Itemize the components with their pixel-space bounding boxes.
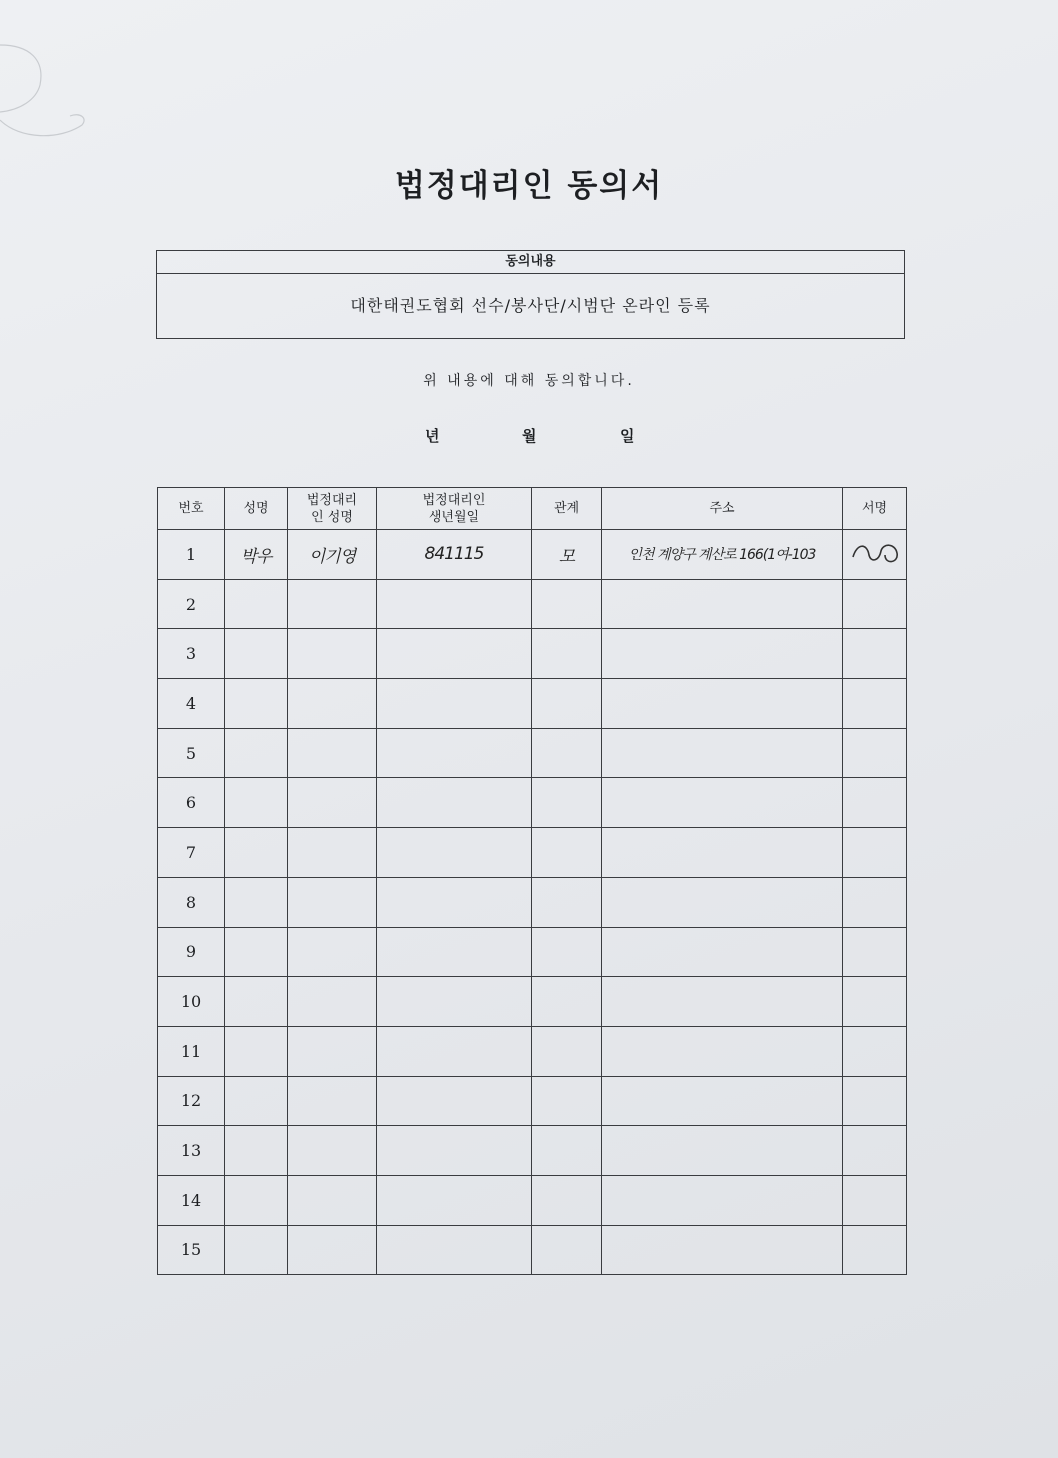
row-guardian-birth xyxy=(377,728,532,778)
row-address xyxy=(602,629,843,679)
row-relation xyxy=(532,778,602,828)
row-guardian-birth xyxy=(377,927,532,977)
row-address xyxy=(602,1126,843,1176)
row-signature xyxy=(843,927,907,977)
row-guardian-name xyxy=(288,1026,377,1076)
document-title: 법정대리인 동의서 xyxy=(394,168,664,204)
row-number: 5 xyxy=(158,728,225,778)
row-guardian-birth xyxy=(377,530,532,580)
row-guardian-name xyxy=(288,728,377,778)
table-row xyxy=(158,828,907,878)
row-name xyxy=(225,1225,288,1275)
header-relation: 관계 xyxy=(532,488,602,530)
consent-box xyxy=(156,250,905,339)
row-name xyxy=(225,728,288,778)
handwritten-relation: 모 xyxy=(558,546,575,567)
row-signature xyxy=(843,977,907,1027)
row-address xyxy=(602,728,843,778)
row-number: 4 xyxy=(158,679,225,729)
row-address xyxy=(602,977,843,1027)
row-guardian-name xyxy=(288,629,377,679)
table-row xyxy=(158,629,907,679)
header-guardian-birth: 법정대리인 생년월일 xyxy=(377,488,532,530)
row-address xyxy=(602,778,843,828)
row-name xyxy=(225,1026,288,1076)
table-row xyxy=(158,1076,907,1126)
table-row xyxy=(158,877,907,927)
row-address xyxy=(602,530,843,580)
row-signature xyxy=(843,530,907,580)
consent-header: 동의내용 xyxy=(157,251,904,274)
row-signature xyxy=(843,828,907,878)
page-curl-mark xyxy=(0,40,90,150)
row-name xyxy=(225,1175,288,1225)
row-number: 13 xyxy=(158,1126,225,1176)
row-guardian-birth xyxy=(377,1026,532,1076)
row-guardian-name xyxy=(288,1175,377,1225)
row-relation xyxy=(532,679,602,729)
row-number: 6 xyxy=(158,778,225,828)
roster-table xyxy=(157,487,907,1275)
table-row xyxy=(158,778,907,828)
row-relation xyxy=(532,927,602,977)
row-number: 14 xyxy=(158,1175,225,1225)
table-row xyxy=(158,1126,907,1176)
row-name xyxy=(225,679,288,729)
row-signature xyxy=(843,1026,907,1076)
row-relation xyxy=(532,579,602,629)
table-row xyxy=(158,977,907,1027)
row-guardian-birth xyxy=(377,778,532,828)
row-guardian-name xyxy=(288,1225,377,1275)
consent-content: 대한태권도협회 선수/봉사단/시범단 온라인 등록 xyxy=(350,296,711,315)
row-signature xyxy=(843,679,907,729)
row-number: 7 xyxy=(158,828,225,878)
row-number: 12 xyxy=(158,1076,225,1126)
header-signature: 서명 xyxy=(843,488,907,530)
row-signature xyxy=(843,579,907,629)
row-relation xyxy=(532,1126,602,1176)
row-guardian-name xyxy=(288,579,377,629)
row-relation xyxy=(532,530,602,580)
row-relation xyxy=(532,728,602,778)
row-guardian-birth xyxy=(377,579,532,629)
row-name xyxy=(225,1076,288,1126)
header-address: 주소 xyxy=(602,488,843,530)
handwritten-birth: 841115 xyxy=(424,544,484,565)
row-relation xyxy=(532,1076,602,1126)
row-guardian-name xyxy=(288,530,377,580)
table-row xyxy=(158,1026,907,1076)
row-address xyxy=(602,1225,843,1275)
row-name xyxy=(225,629,288,679)
row-guardian-birth xyxy=(377,629,532,679)
row-name xyxy=(225,927,288,977)
table-row xyxy=(158,530,907,580)
row-number: 9 xyxy=(158,927,225,977)
row-name xyxy=(225,828,288,878)
row-address xyxy=(602,579,843,629)
row-guardian-name xyxy=(288,679,377,729)
table-row xyxy=(158,728,907,778)
row-number: 2 xyxy=(158,579,225,629)
date-day-label: 일 xyxy=(620,427,635,445)
row-name xyxy=(225,778,288,828)
row-guardian-name xyxy=(288,877,377,927)
table-row xyxy=(158,679,907,729)
row-address xyxy=(602,927,843,977)
row-address xyxy=(602,877,843,927)
row-number: 3 xyxy=(158,629,225,679)
row-name xyxy=(225,977,288,1027)
row-number: 10 xyxy=(158,977,225,1027)
row-relation xyxy=(532,629,602,679)
table-row xyxy=(158,1175,907,1225)
row-guardian-birth xyxy=(377,1126,532,1176)
row-relation xyxy=(532,877,602,927)
row-signature xyxy=(843,877,907,927)
row-guardian-name xyxy=(288,1126,377,1176)
row-name xyxy=(225,579,288,629)
table-row xyxy=(158,579,907,629)
handwritten-signature xyxy=(845,537,905,567)
row-relation xyxy=(532,1026,602,1076)
row-relation xyxy=(532,828,602,878)
row-guardian-birth xyxy=(377,1175,532,1225)
row-signature xyxy=(843,629,907,679)
row-name xyxy=(225,1126,288,1176)
handwritten-name: 박우 xyxy=(240,546,272,567)
date-month-label: 월 xyxy=(522,427,537,445)
row-guardian-birth xyxy=(377,977,532,1027)
row-guardian-birth xyxy=(377,1076,532,1126)
row-signature xyxy=(843,1076,907,1126)
row-address xyxy=(602,1175,843,1225)
row-address xyxy=(602,1076,843,1126)
row-number: 8 xyxy=(158,877,225,927)
date-year-label: 년 xyxy=(425,427,440,445)
row-address xyxy=(602,1026,843,1076)
table-header-row xyxy=(158,488,907,530)
row-number: 11 xyxy=(158,1026,225,1076)
row-relation xyxy=(532,1225,602,1275)
row-name xyxy=(225,877,288,927)
row-number: 1 xyxy=(158,530,225,580)
agreement-statement: 위 내용에 대해 동의합니다. xyxy=(423,373,635,389)
row-signature xyxy=(843,1225,907,1275)
row-number: 15 xyxy=(158,1225,225,1275)
row-guardian-birth xyxy=(377,1225,532,1275)
header-number: 번호 xyxy=(158,488,225,530)
row-address xyxy=(602,679,843,729)
header-name: 성명 xyxy=(225,488,288,530)
row-address xyxy=(602,828,843,878)
handwritten-address: 인천 계양구 계산로 166(1여-103 xyxy=(628,547,816,564)
row-guardian-birth xyxy=(377,828,532,878)
row-guardian-birth xyxy=(377,877,532,927)
row-guardian-name xyxy=(288,977,377,1027)
header-guardian-name: 법정대리인 성명 xyxy=(288,488,377,530)
row-signature xyxy=(843,728,907,778)
row-guardian-name xyxy=(288,927,377,977)
row-guardian-name xyxy=(288,778,377,828)
row-relation xyxy=(532,1175,602,1225)
row-guardian-name xyxy=(288,1076,377,1126)
table-row xyxy=(158,927,907,977)
row-guardian-birth xyxy=(377,679,532,729)
row-signature xyxy=(843,1126,907,1176)
row-relation xyxy=(532,977,602,1027)
row-guardian-name xyxy=(288,828,377,878)
handwritten-guardian: 이기영 xyxy=(308,546,356,567)
row-signature xyxy=(843,1175,907,1225)
table-row xyxy=(158,1225,907,1275)
row-name xyxy=(225,530,288,580)
row-signature xyxy=(843,778,907,828)
